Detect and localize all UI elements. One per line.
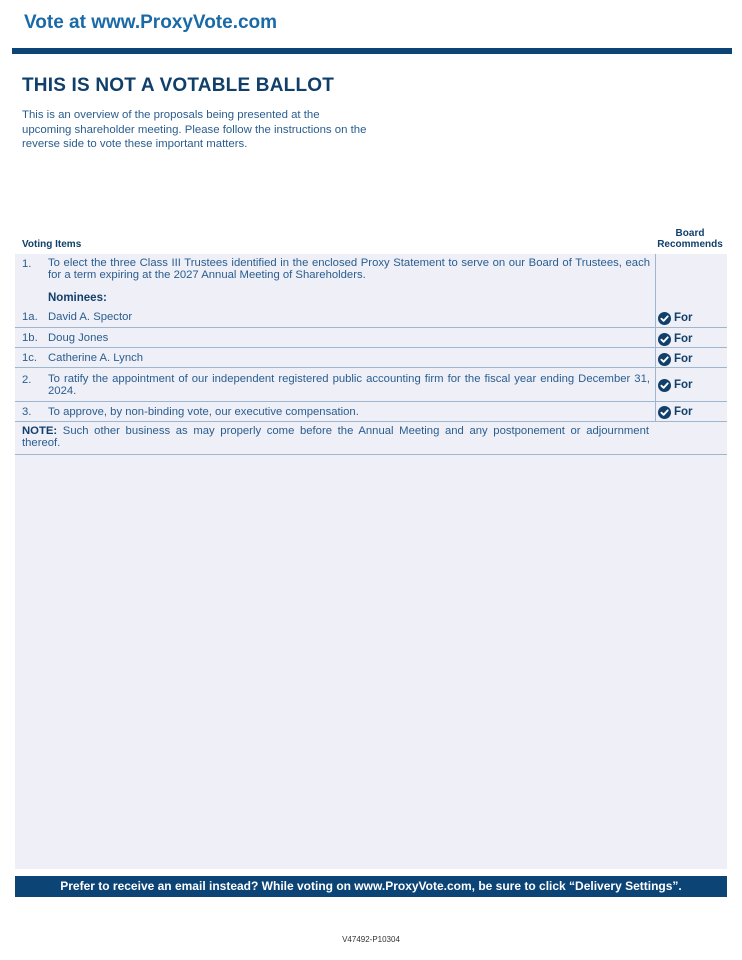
check-circle-icon xyxy=(658,406,671,419)
recommendation-label: For xyxy=(674,353,693,365)
nominee-name: Catherine A. Lynch xyxy=(48,352,144,364)
header-rule xyxy=(12,48,732,54)
board-recommendation xyxy=(658,351,718,367)
board-recommendation xyxy=(658,331,718,347)
proposal-2-row xyxy=(15,368,727,402)
check-circle-icon xyxy=(658,379,671,392)
recommendation-label: For xyxy=(674,406,693,418)
item-number: 1. xyxy=(22,258,32,270)
item-number: 1c. xyxy=(22,352,38,364)
recommendation-label: For xyxy=(674,312,693,324)
footer-banner: Prefer to receive an email instead? While voting on www.ProxyVote.com, be sure to click “Delivery Settings”. xyxy=(15,876,727,897)
nominee-row-1c xyxy=(15,348,727,368)
board-recommendation xyxy=(658,404,718,420)
nominee-name: Doug Jones xyxy=(48,332,109,344)
proposal-text: To ratify the appointment of our independent registered public accounting firm for the fiscal year ending December 31, 2024. xyxy=(48,373,650,397)
page-title: THIS IS NOT A VOTABLE BALLOT xyxy=(22,75,335,96)
check-circle-icon xyxy=(658,312,671,325)
nominee-name: David A. Spector xyxy=(48,311,133,323)
intro-text: This is an overview of the proposals being presented at the upcoming shareholder meeting. Please follow the instructions on the reverse side to vote these important matters. xyxy=(22,109,367,151)
item-number: 1a. xyxy=(22,311,38,323)
note-body: Such other business as may properly come before the Annual Meeting and any postponement or adjournment thereof. xyxy=(22,425,649,449)
proposal-3-row xyxy=(15,402,727,422)
board-recommendation xyxy=(658,377,718,393)
board-recommends-header xyxy=(652,228,728,250)
recommendation-label: For xyxy=(674,333,693,345)
board-recommends-line2: Recommends xyxy=(657,239,723,250)
document-code: V47492-P10304 xyxy=(342,935,400,944)
nominee-row-1a xyxy=(15,307,727,328)
item-number: 2. xyxy=(22,374,32,386)
header-title: Vote at www.ProxyVote.com xyxy=(24,12,278,33)
item-number: 1b. xyxy=(22,332,38,344)
check-circle-icon xyxy=(658,353,671,366)
nominees-label: Nominees: xyxy=(48,292,107,304)
board-recommends-line1: Board xyxy=(675,228,705,239)
note-divider xyxy=(15,454,727,455)
voting-items-header: Voting Items xyxy=(22,239,82,250)
nominee-row-1b xyxy=(15,328,727,348)
item-number: 3. xyxy=(22,406,32,418)
proposal-text: To elect the three Class III Trustees identified in the enclosed Proxy Statement to serve on our Board of Trustees, each for a term expiring at the 2027 Annual Meeting of Shareholders. xyxy=(48,257,650,281)
recommendation-label: For xyxy=(674,379,693,391)
check-circle-icon xyxy=(658,333,671,346)
board-recommendation xyxy=(658,310,718,326)
note-text xyxy=(22,426,649,449)
note-label: NOTE: xyxy=(22,425,58,437)
proposal-text: To approve, by non-binding vote, our executive compensation. xyxy=(48,406,359,418)
